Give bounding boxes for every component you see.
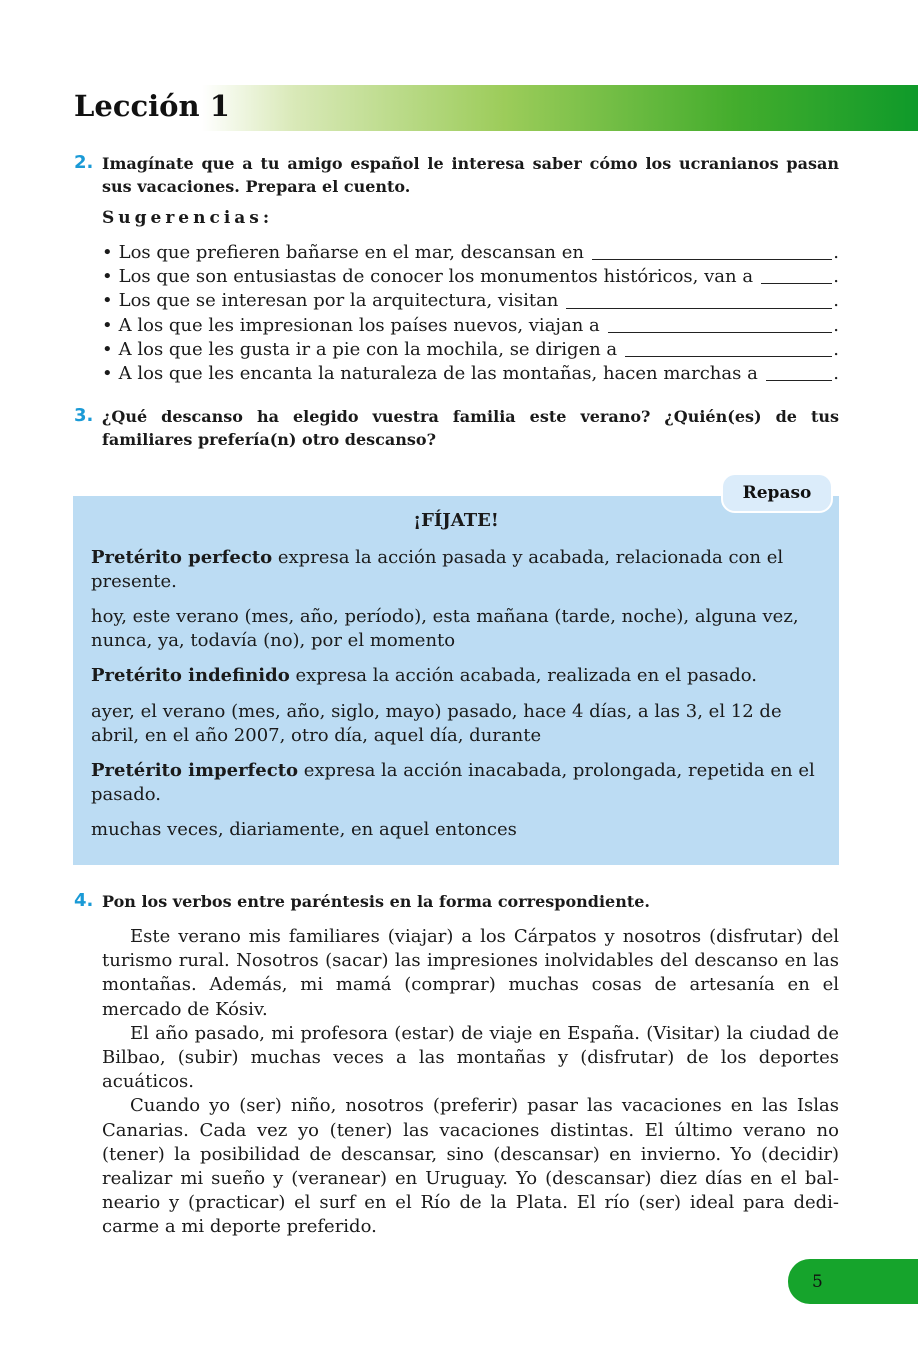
perfecto-markers: hoy, este verano (mes, año, período), esta mañana (tarde, noche), alguna vez, nunca, ya, todavía (no), por el momento: [91, 606, 799, 651]
bullet: •: [102, 338, 113, 360]
suggestion-text: A los que les impresionan los países nuevos, viajan a: [118, 314, 600, 336]
page-number: 5: [812, 1272, 823, 1292]
indefinido-definition: expresa la acción acabada, realizada en el pasado.: [289, 665, 757, 686]
exercise-number: 2.: [74, 152, 94, 173]
blank-line: [766, 379, 832, 381]
page-number-tab: [788, 1259, 918, 1304]
bullet: •: [102, 242, 113, 263]
suggestion-end: .: [833, 290, 839, 312]
suggestion-text: A los que les gusta ir a pie con la mochila, se dirigen a: [118, 338, 618, 360]
exercise-number: 4.: [74, 890, 94, 911]
bullet: •: [102, 363, 113, 385]
exercise-4-text: [102, 925, 839, 1240]
suggestions-title: Sugerencias:: [102, 208, 274, 228]
bullet: •: [102, 314, 113, 336]
exercise-number: 3.: [74, 405, 94, 426]
review-heading: ¡FÍJATE!: [413, 510, 499, 531]
suggestion-item: [102, 338, 839, 362]
imperfecto-term: Pretérito imperfecto: [91, 760, 299, 781]
blank-line: [592, 258, 832, 260]
suggestion-end: .: [833, 363, 839, 385]
imperfecto-markers: muchas veces, diariamente, en aquel entonces: [91, 819, 517, 840]
exercise-2: [74, 152, 839, 198]
suggestion-text: Los que se interesan por la arquitectura, visitan: [118, 290, 559, 312]
perfecto-definition: expresa la acción pasada y acabada, relacionada con el presente.: [91, 547, 784, 592]
suggestion-text: A los que les encanta la naturaleza de las montañas, hacen marchas a: [118, 363, 758, 385]
bullet: •: [102, 290, 113, 312]
blank-line: [625, 355, 832, 357]
exercise-4: [74, 890, 839, 913]
imperfecto-rule: [91, 759, 823, 807]
blank-line: [566, 307, 832, 309]
suggestions-list: [102, 241, 839, 386]
bullet: •: [102, 266, 113, 288]
blank-line: [608, 331, 832, 333]
perfecto-rule: [91, 546, 823, 594]
indefinido-markers: ayer, el verano (mes, año, siglo, mayo) pasado, hace 4 días, a las 3, el 12 de abril, en el año 2007, otro día, aquel día, durante: [91, 701, 782, 746]
suggestion-text: Los que prefieren bañarse en el mar, descansan en: [118, 242, 584, 263]
suggestion-end: .: [833, 314, 839, 336]
exercise-prompt: ¿Qué descanso ha elegido vuestra familia este verano? ¿Quién(es) de tus familiares prefería(n) otro descanso?: [102, 407, 839, 449]
suggestion-end: .: [833, 338, 839, 360]
exercise-prompt: Imagínate que a tu amigo español le interesa saber cómo los ucranianos pasan sus vacaciones. Prepara el cuento.: [102, 154, 839, 196]
suggestion-item: [102, 314, 839, 338]
indefinido-term: Pretérito indefinido: [91, 665, 290, 686]
indefinido-rule: [91, 664, 823, 688]
story-paragraph: Este verano mis familiares (viajar) a los Cárpatos y nosotros (disfrutar) del turismo rural. Nosotros (sacar) las impresiones inolvidables del descanso en las montañas. Además, mi mamá (comprar) muchas cosas de artesanía en el mercado de Kósiv.: [102, 926, 839, 1020]
exercise-3: [74, 405, 839, 451]
suggestion-end: .: [833, 266, 839, 288]
blank-line: [761, 282, 832, 284]
perfecto-term: Pretérito perfecto: [91, 547, 273, 568]
story-paragraph: El año pasado, mi profesora (estar) de viaje en España. (Visitar) la ciudad de Bilbao, (subir) muchas veces a las montañas y (disfrutar) de los deportes acuáticos.: [102, 1022, 839, 1093]
suggestion-end: .: [833, 242, 839, 263]
suggestion-item: [102, 289, 839, 313]
imperfecto-definition: expresa la acción inacabada, prolongada, repetida en el pasado.: [91, 760, 815, 805]
lesson-title: Lección 1: [74, 89, 230, 123]
suggestion-item: [102, 362, 839, 386]
exercise-prompt: Pon los verbos entre paréntesis en la forma correspondiente.: [102, 892, 650, 911]
suggestion-item: [102, 265, 839, 289]
suggestion-item: [102, 241, 839, 265]
story-paragraph: Cuando yo (ser) niño, nosotros (preferir) pasar las vacaciones en las Islas Canarias. Cada vez yo (tener) las vacaciones distintas. El último verano no (tener) la posibilidad de descansar, sino (descansar) en invierno. Yo (decidir) realizar mi sueño y (veranear) en Uruguay. Yo (descansar) diez días en el balneario y (practicar) el surf en el Río de la Plata. El río (ser) ideal para dedicarme a mi deporte preferido.: [102, 1095, 839, 1238]
repaso-tab: Repaso: [721, 473, 833, 513]
suggestion-text: Los que son entusiastas de conocer los monumentos históricos, van a: [118, 266, 754, 288]
